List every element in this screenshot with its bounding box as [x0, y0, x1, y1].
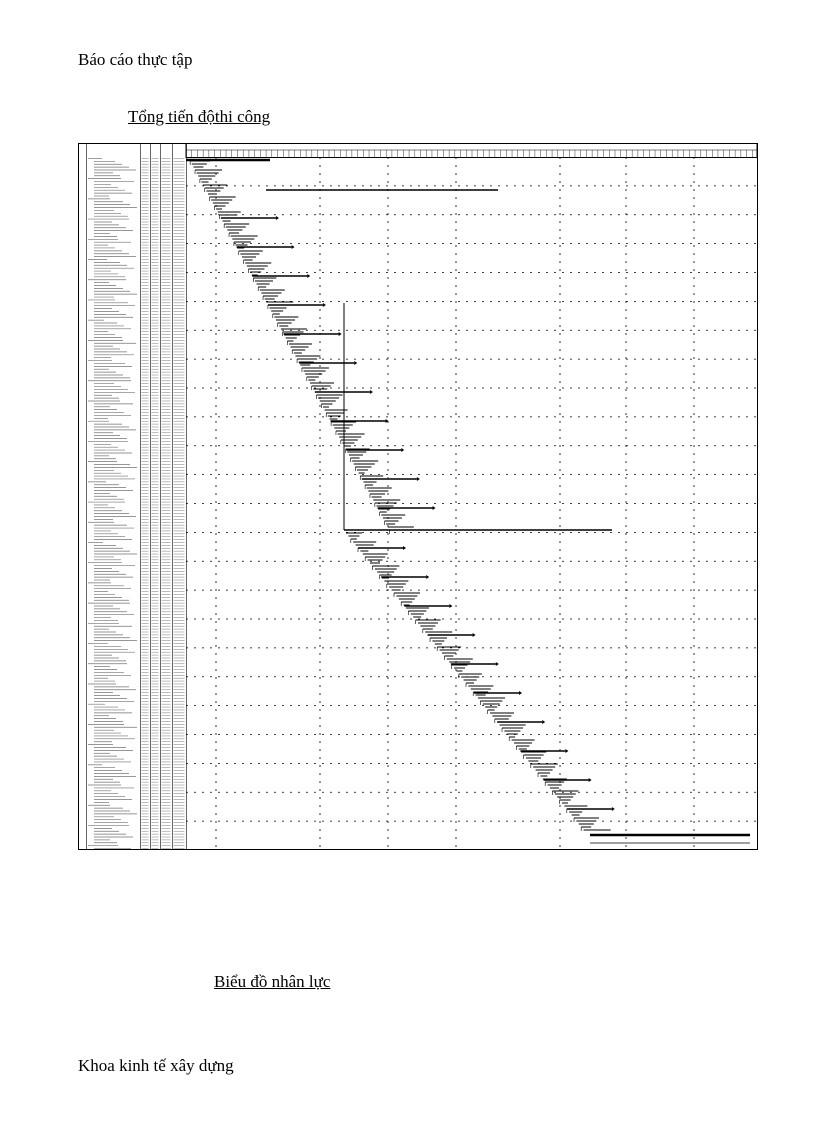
gantt-chart — [78, 143, 758, 850]
section-title-schedule: Tổng tiến độthi công — [128, 107, 271, 126]
page-header: Báo cáo thực tập — [78, 50, 193, 69]
page-footer: Khoa kinh tế xây dựng — [78, 1056, 234, 1075]
section-title-manpower: Biểu đồ nhân lực — [214, 972, 331, 991]
